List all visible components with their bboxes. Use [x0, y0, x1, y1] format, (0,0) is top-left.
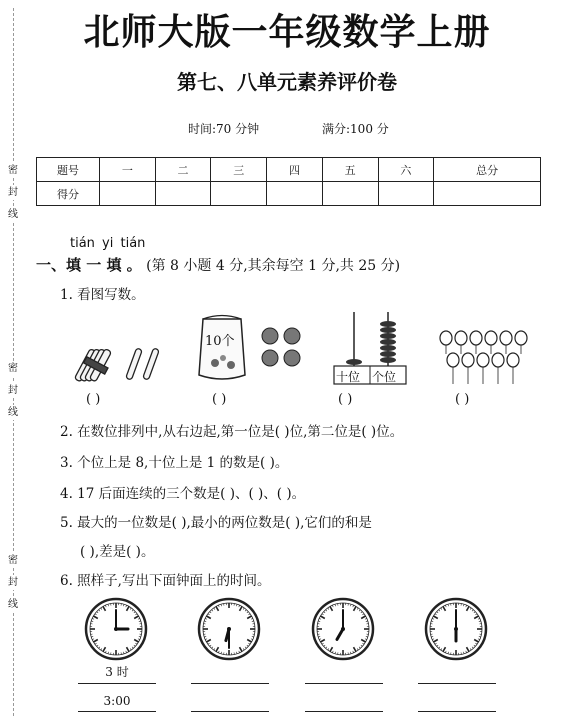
score-table-header-cell: 四: [267, 158, 323, 182]
answer-blank[interactable]: ( ): [86, 392, 101, 407]
score-input-cell[interactable]: [267, 182, 323, 206]
balloons-image: [438, 330, 532, 388]
question-5-continued: ( ),差是( )。: [80, 544, 155, 560]
bag-label: 10个: [205, 334, 235, 349]
answer-line[interactable]: [78, 683, 156, 684]
clock-center: [454, 627, 458, 631]
score-table-header-row: [37, 158, 541, 182]
seal-char: 线: [8, 209, 18, 220]
clock-center: [227, 627, 231, 631]
seal-char: 封: [8, 385, 18, 396]
abacus-ones-label: 个位: [372, 370, 397, 384]
score-input-cell[interactable]: [434, 182, 541, 206]
section-heading: [36, 254, 400, 275]
seal-char: 线: [8, 599, 18, 610]
answer-line[interactable]: [418, 711, 496, 712]
score-input-cell[interactable]: [322, 182, 378, 206]
answer-line[interactable]: [78, 711, 156, 712]
seal-char: 密: [8, 363, 18, 374]
answer-blank[interactable]: ( ): [212, 392, 227, 407]
exam-time: 时间:70 分钟: [188, 122, 260, 136]
score-table-header-cell: 总分: [434, 158, 541, 182]
page-title: 北师大版一年级数学上册: [83, 12, 491, 53]
answer-line[interactable]: [305, 683, 383, 684]
question-5: 5. 最大的一位数是( ),最小的两位数是( ),它们的和是: [60, 515, 372, 531]
question-1: 1. 看图写数。: [60, 287, 145, 303]
score-input-cell[interactable]: [211, 182, 267, 206]
score-row-label: 得分: [37, 182, 100, 206]
bag-of-ten-image: [193, 313, 251, 385]
section-pinyin: tián yi tián: [70, 236, 146, 251]
clock-face: [424, 597, 488, 661]
question-3: 3. 个位上是 8,十位上是 1 的数是( )。: [60, 455, 289, 471]
clock-example-hour: 3 时: [105, 665, 129, 679]
score-table-header-cell: 一: [100, 158, 156, 182]
page-subtitle: 第七、八单元素养评价卷: [177, 70, 397, 94]
clock-face: [311, 597, 375, 661]
section-scoring-note: (第 8 小题 4 分,其余每空 1 分,共 25 分): [146, 258, 401, 274]
clock-example-digital: 3:00: [103, 694, 131, 708]
apples-image: [258, 326, 306, 374]
clock-face: [84, 597, 148, 661]
answer-line[interactable]: [305, 711, 383, 712]
exam-full-score: 满分:100 分: [322, 122, 389, 136]
score-table-header-cell: 题号: [37, 158, 100, 182]
section-title: 一、填 一 填 。: [36, 256, 142, 274]
score-input-cell[interactable]: [155, 182, 211, 206]
answer-line[interactable]: [191, 711, 269, 712]
score-input-cell[interactable]: [100, 182, 156, 206]
seal-char: 密: [8, 555, 18, 566]
answer-blank[interactable]: ( ): [455, 392, 470, 407]
bundle-and-sticks-image: [76, 342, 166, 387]
score-table-header-cell: 三: [211, 158, 267, 182]
seal-char: 封: [8, 187, 18, 198]
answer-line[interactable]: [191, 683, 269, 684]
answer-line[interactable]: [418, 683, 496, 684]
answer-blank[interactable]: ( ): [338, 392, 353, 407]
score-table-header-cell: 二: [155, 158, 211, 182]
score-table-row: [37, 182, 541, 206]
seal-char: 密: [8, 165, 18, 176]
clock-face: [197, 597, 261, 661]
question-6: 6. 照样子,写出下面钟面上的时间。: [60, 573, 271, 589]
seal-char: 线: [8, 407, 18, 418]
score-input-cell[interactable]: [378, 182, 434, 206]
score-table-header-cell: 六: [378, 158, 434, 182]
seal-char: 封: [8, 577, 18, 588]
score-table: [36, 157, 541, 206]
clock-center: [341, 627, 345, 631]
question-2: 2. 在数位排列中,从右边起,第一位是( )位,第二位是( )位。: [60, 424, 404, 440]
score-table-header-cell: 五: [322, 158, 378, 182]
question-4: 4. 17 后面连续的三个数是( )、( )、( )。: [60, 486, 306, 502]
abacus-tens-label: 十位: [336, 370, 361, 384]
clock-center: [114, 627, 118, 631]
